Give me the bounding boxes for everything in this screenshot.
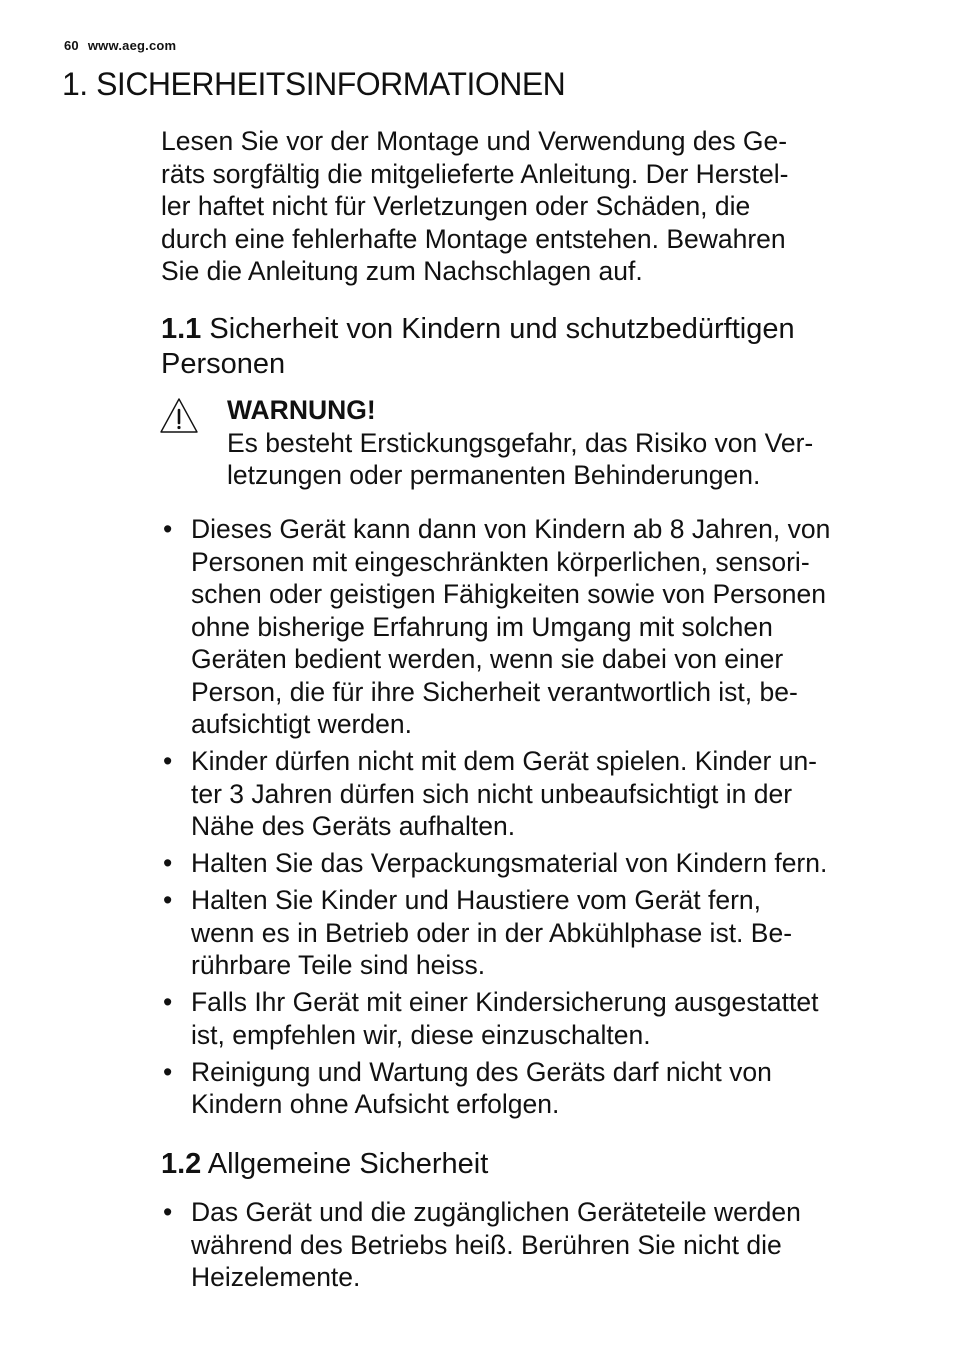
bullet-icon: • [163,987,173,1017]
list-item-line: aufsichtigt werden. [191,709,412,739]
warning-text-line: Es besteht Erstickungsgefahr, das Risiko von Ver- [227,427,814,458]
list-item-line: ohne bisherige Erfahrung im Umgang mit solchen [191,611,773,642]
bullet-icon: • [163,1056,173,1087]
list-item [161,847,830,880]
intro-line: durch eine fehlerhafte Montage entstehen. Bewahren [161,223,786,254]
list-item [161,513,830,741]
list-item [161,1196,801,1294]
warning-title: WARNUNG! [227,395,376,425]
bullet-icon: • [163,1197,173,1227]
subsection-2-heading [161,1147,488,1182]
warning-triangle-icon [159,397,199,435]
intro-line: ler haftet nicht für Verletzungen oder Schäden, die [161,191,751,221]
website-url: www.aeg.com [87,38,177,53]
list-item-line: Reinigung und Wartung des Geräts darf nicht von [191,1056,772,1087]
bullet-icon: • [163,746,173,776]
list-item-line: schen oder geistigen Fähigkeiten sowie von Personen [191,579,826,609]
page-number: 60 [64,38,79,53]
general-safety-list [161,1196,801,1298]
list-item-line: ist, empfehlen wir, diese einzuschalten. [191,1019,651,1050]
warning-text-line: letzungen oder permanenten Behinderungen. [227,460,761,490]
list-item-line: Person, die für ihre Sicherheit verantwortlich ist, be- [191,676,798,707]
list-item-line: Halten Sie das Verpackungsmaterial von Kindern fern. [191,848,828,878]
child-safety-list [161,513,830,1125]
intro-line: Lesen Sie vor der Montage und Verwendung des Ge- [161,126,788,156]
subsection-1-heading [161,312,795,382]
list-item-line: Halten Sie Kinder und Haustiere vom Gerät fern, [191,885,762,915]
list-item-line: Dieses Gerät kann dann von Kindern ab 8 Jahren, von [191,514,831,544]
list-item-line: Kinder dürfen nicht mit dem Gerät spielen. Kinder un- [191,746,818,776]
bullet-icon: • [163,514,173,544]
subsection-1-number: 1.1 [161,313,202,345]
list-item [161,986,830,1051]
bullet-icon: • [163,848,173,878]
list-item-line: Geräten bedient werden, wenn sie dabei von einer [191,644,784,674]
warning-block [227,394,813,492]
list-item-line: Heizelemente. [191,1262,361,1292]
subsection-1-title: Sicherheit von Kindern und schutzbedürftigen [209,313,795,345]
list-item-line: Das Gerät und die zugänglichen Geräteteile werden [191,1197,801,1227]
list-item [161,745,830,843]
list-item-line: rührbare Teile sind heiss. [191,950,486,980]
intro-line: räts sorgfältig die mitgelieferte Anleitung. Der Herstel- [161,158,789,189]
list-item [161,884,830,982]
list-item-line: Nähe des Geräts aufhalten. [191,811,516,841]
list-item-line: Falls Ihr Gerät mit einer Kindersicherung ausgestattet [191,987,819,1017]
subsection-1-title-cont: Personen [161,348,286,380]
page-header [64,38,176,53]
list-item-line: wenn es in Betrieb oder in der Abkühlphase ist. Be- [191,917,793,948]
section-title: 1. SICHERHEITSINFORMATIONEN [62,66,566,102]
list-item-line: Kindern ohne Aufsicht erfolgen. [191,1089,560,1119]
list-item-line: ter 3 Jahren dürfen sich nicht unbeaufsichtigt in der [191,778,793,809]
list-item [161,1056,830,1121]
subsection-2-title: Allgemeine Sicherheit [207,1148,489,1180]
list-item-line: Personen mit eingeschränkten körperlichen, sensori- [191,546,810,577]
subsection-2-number: 1.2 [161,1148,202,1180]
intro-line: Sie die Anleitung zum Nachschlagen auf. [161,256,643,286]
bullet-icon: • [163,885,173,915]
intro-paragraph [161,125,881,288]
list-item-line: während des Betriebs heiß. Berühren Sie nicht die [191,1229,782,1260]
